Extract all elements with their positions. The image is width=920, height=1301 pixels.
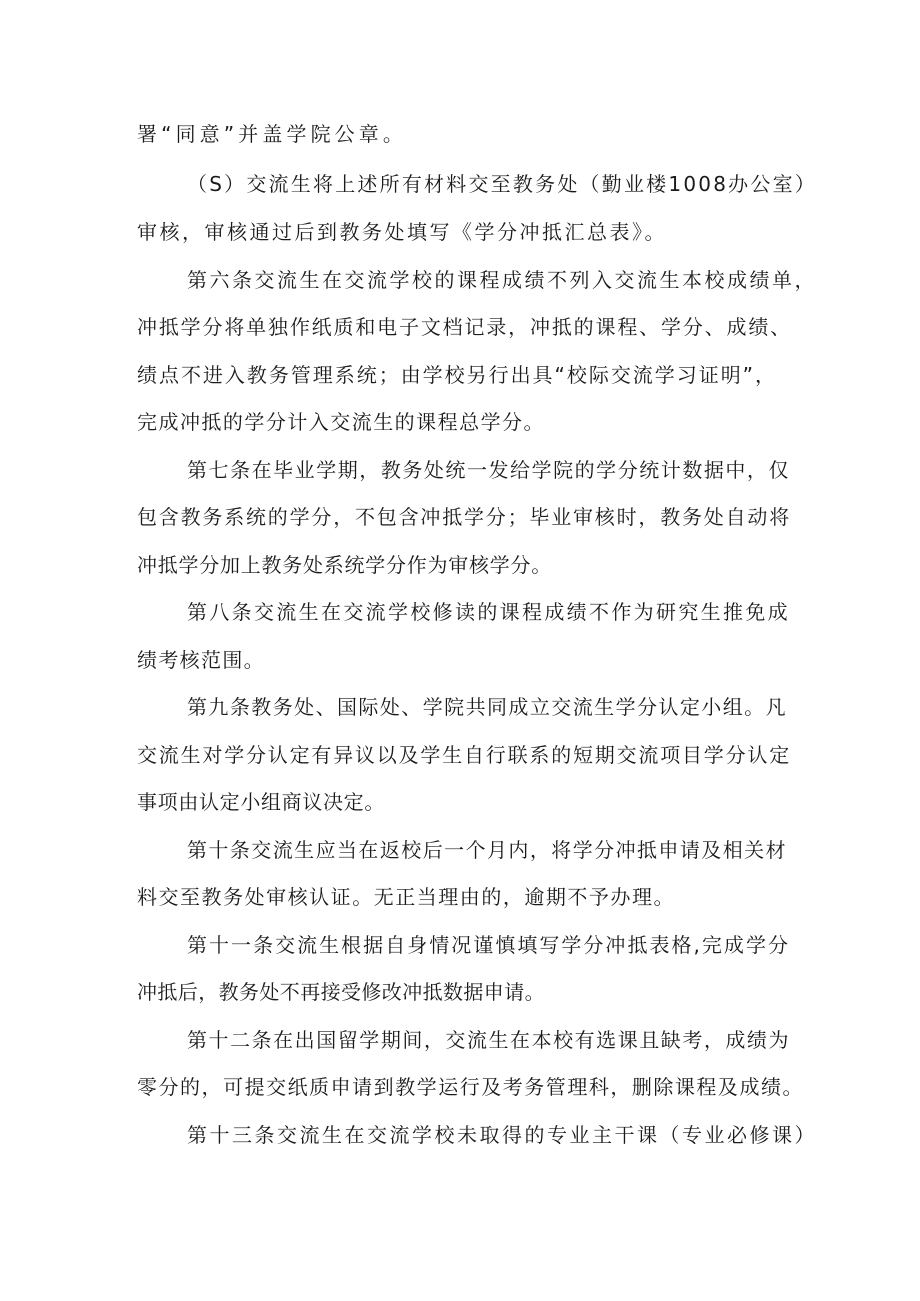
paragraph-7-line-1: 第十条交流生应当在返校后一个月内，将学分冲抵申请及相关材	[187, 838, 787, 862]
paragraph-9-line-2: 零分的，可提交纸质申请到教学运行及考务管理科，删除课程及成绩。	[137, 1075, 804, 1099]
paragraph-6-line-2: 交流生对学分认定有异议以及学生自行联系的短期交流项目学分认定	[137, 743, 791, 767]
paragraph-8-line-2: 冲抵后，教务处不再接受修改冲抵数据申请。	[137, 980, 545, 1004]
paragraph-3-line-2: 冲抵学分将单独作纸质和电子文档记录，冲抵的课程、学分、成绩、	[137, 315, 792, 339]
paragraph-6-line-1: 第九条教务处、国际处、学院共同成立交流生学分认定小组。凡	[187, 695, 787, 719]
paragraph-3-line-1: 第六条交流生在交流学校的课程成绩不列入交流生本校成绩单，	[187, 268, 817, 292]
paragraph-7-line-2: 料交至教务处审核认证。无正当理由的，逾期不予办理。	[137, 885, 675, 909]
paragraph-10-line-1: 第十三条交流生在交流学校未取得的专业主干课（专业必修课）	[187, 1123, 817, 1147]
paragraph-2-line-2: 审核，审核通过后到教务处填写《学分冲抵汇总表》。	[137, 220, 667, 244]
paragraph-2-line-1: （S）交流生将上述所有材料交至教务处（勤业楼1008办公室）	[187, 172, 817, 196]
paragraph-8-line-1: 第十一条交流生根据自身情况谨慎填写学分冲抵表格,完成学分	[187, 933, 790, 957]
paragraph-6-line-3: 事项由认定小组商议决定。	[137, 790, 385, 814]
paragraph-3-line-4: 完成冲抵的学分计入交流生的课程总学分。	[137, 410, 545, 434]
paragraph-3-line-3: 绩点不进入教务管理系统；由学校另行出具“校际交流学习证明”，	[137, 363, 777, 387]
paragraph-4-line-3: 冲抵学分加上教务处系统学分作为审核学分。	[137, 553, 552, 577]
paragraph-5-line-2: 绩考核范围。	[137, 648, 265, 672]
paragraph-5-line-1: 第八条交流生在交流学校修读的课程成绩不作为研究生推免成	[187, 600, 790, 624]
paragraph-4-line-2: 包含教务系统的学分，不包含冲抵学分；毕业审核时，教务处自动将	[137, 505, 791, 529]
paragraph-4-line-1: 第七条在毕业学期，教务处统一发给学院的学分统计数据中，仅	[187, 458, 790, 482]
paragraph-1-line-1: 署“同意”并盖学院公章。	[137, 122, 407, 146]
paragraph-9-line-1: 第十二条在出国留学期间，交流生在本校有选课且缺考，成绩为	[187, 1028, 790, 1052]
